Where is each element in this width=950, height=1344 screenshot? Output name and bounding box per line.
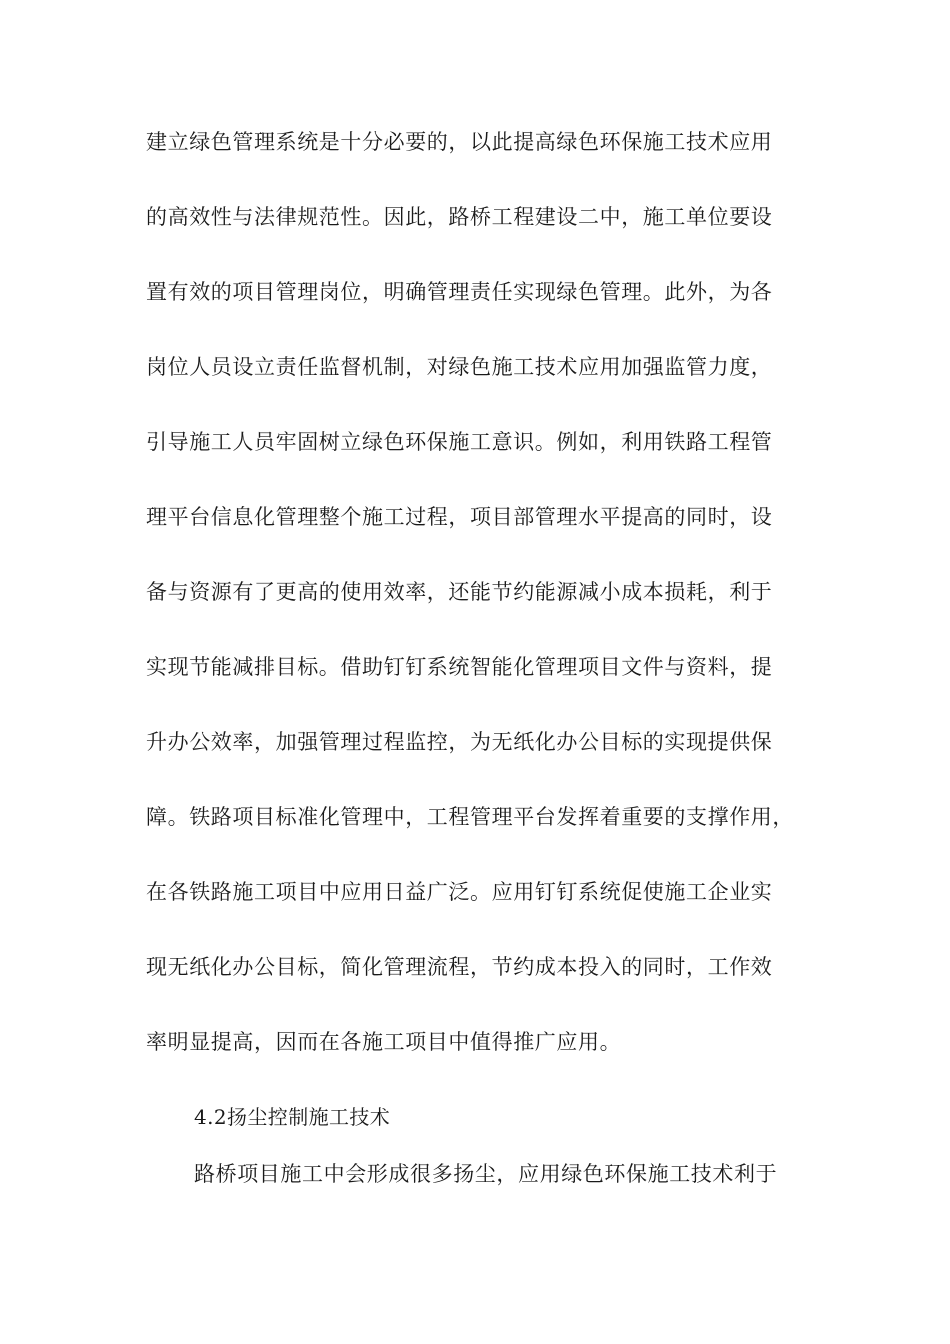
body-paragraph xyxy=(146,127,826,1102)
paragraph-line: 岗位人员设立责任监督机制，对绿色施工技术应用加强监管力度， xyxy=(146,355,773,379)
paragraph-line: 的高效性与法律规范性。因此，路桥工程建设二中，施工单位要设 xyxy=(146,205,773,229)
paragraph-line: 升办公效率，加强管理过程监控，为无纸化办公目标的实现提供保 xyxy=(146,730,773,754)
paragraph-line: 率明显提高，因而在各施工项目中值得推广应用。 xyxy=(146,1030,622,1054)
next-paragraph-line: 路桥项目施工中会形成很多扬尘，应用绿色环保施工技术利于 xyxy=(194,1162,778,1186)
paragraph-line: 理平台信息化管理整个施工过程，项目部管理水平提高的同时，设 xyxy=(146,505,773,529)
paragraph-line: 引导施工人员牢固树立绿色环保施工意识。例如，利用铁路工程管 xyxy=(146,430,773,454)
section-heading: 4.2扬尘控制施工技术 xyxy=(194,1105,391,1129)
paragraph-line: 备与资源有了更高的使用效率，还能节约能源减小成本损耗，利于 xyxy=(146,580,773,604)
paragraph-line: 置有效的项目管理岗位，明确管理责任实现绿色管理。此外，为各 xyxy=(146,280,773,304)
paragraph-line: 实现节能减排目标。借助钉钉系统智能化管理项目文件与资料，提 xyxy=(146,655,773,679)
paragraph-line: 建立绿色管理系统是十分必要的，以此提高绿色环保施工技术应用 xyxy=(146,130,773,154)
paragraph-line: 障。铁路项目标准化管理中，工程管理平台发挥着重要的支撑作用， xyxy=(146,805,794,829)
paragraph-line: 在各铁路施工项目中应用日益广泛。应用钉钉系统促使施工企业实 xyxy=(146,880,773,904)
paragraph-line: 现无纸化办公目标，简化管理流程，节约成本投入的同时，工作效 xyxy=(146,955,773,979)
